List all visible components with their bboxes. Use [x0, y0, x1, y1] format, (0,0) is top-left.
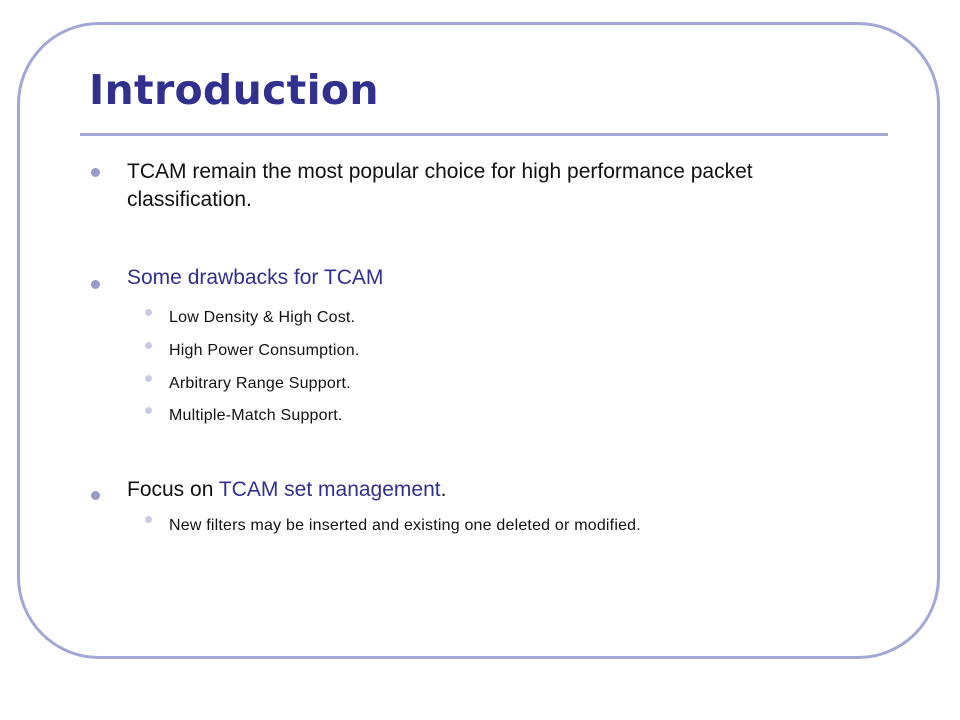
bullet-dot	[91, 168, 100, 177]
sub-bullet-dot	[145, 516, 152, 523]
sub-bullet-2-2: High Power Consumption.	[169, 342, 360, 359]
bullet-3-suffix: .	[440, 478, 447, 501]
bullet-dot	[91, 280, 100, 289]
bullet-3-highlight: TCAM set management	[218, 478, 441, 501]
bullet-3-text	[127, 476, 446, 504]
sub-bullet-dot	[145, 342, 152, 349]
sub-bullet-dot	[145, 375, 152, 382]
sub-bullet-2-3: Arbitrary Range Support.	[169, 375, 351, 392]
sub-bullet-dot	[145, 309, 152, 316]
sub-bullet-dot	[145, 407, 152, 414]
sub-bullet-2-1: Low Density & High Cost.	[169, 309, 356, 326]
sub-bullet-2-4: Multiple-Match Support.	[169, 407, 343, 424]
slide-title: Introduction	[89, 66, 379, 114]
sub-bullet-3-1: New filters may be inserted and existing one deleted or modified.	[169, 517, 641, 534]
bullet-2-text: Some drawbacks for TCAM	[127, 266, 384, 289]
bullet-1-text: TCAM remain the most popular choice for high performance packet classification.	[127, 160, 753, 211]
bullet-dot	[91, 491, 100, 500]
bullet-3-prefix: Focus on	[127, 478, 219, 501]
